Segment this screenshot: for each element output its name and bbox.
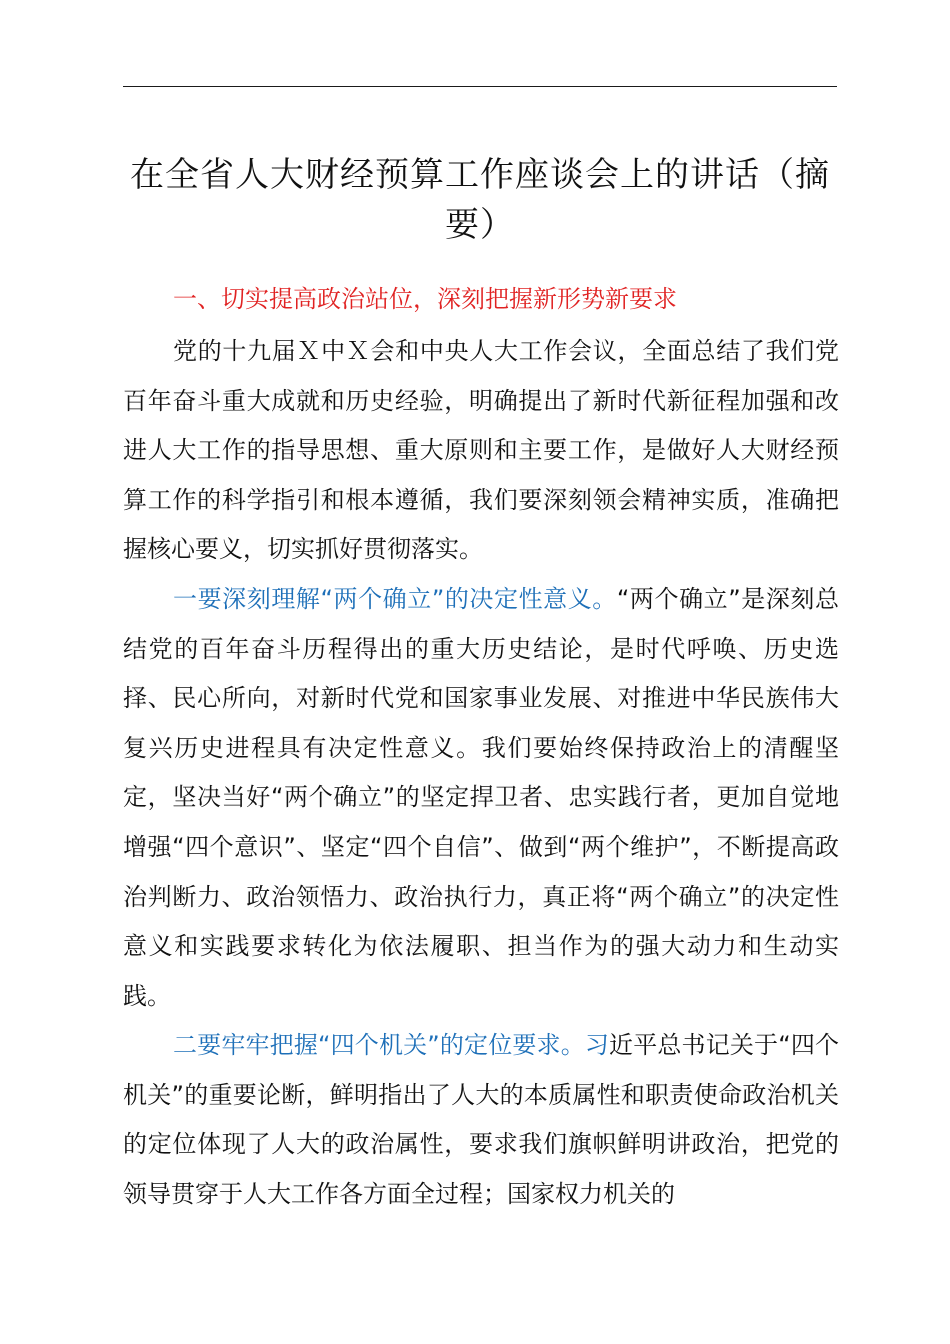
section-heading: 一、切实提高政治站位，深刻把握新形势新要求 — [173, 285, 677, 313]
paragraph-text: 近平总书记关于“四个机关”的重要论断，鲜明指出了人大的本质属性和职责使命政治机关的定位体现了人大的政治属性，要求我们旗帜鲜明讲政治，把党的领导贯穿于人大工作各方面全过程；国家权力机关的 — [123, 1031, 839, 1208]
document-title: 在全省人大财经预算工作座谈会上的讲话（摘要） — [130, 155, 830, 245]
body-paragraph — [123, 1021, 839, 1219]
body-paragraph — [123, 575, 839, 1021]
header-rule — [123, 86, 837, 87]
paragraph-text: “两个确立”是深刻总结党的百年奋斗历程得出的重大历史结论，是时代呼唤、历史选择、民心所向，对新时代党和国家事业发展、对推进中华民族伟大复兴历史进程具有决定性意义。我们要始终保持政治上的清醒坚定，坚决当好“两个确立”的坚定捍卫者、忠实践行者，更加自觉地增强“四个意识”、坚定“四个自信”、做到“两个维护”，不断提高政治判断力、政治领悟力、政治执行力，真正将“两个确立”的决定性意义和实践要求转化为依法履职、担当作为的强大动力和生动实践。 — [123, 585, 839, 1010]
paragraph-lead: 一要深刻理解“两个确立”的决定性意义。 — [173, 585, 617, 613]
paragraph-lead: 二要牢牢把握“四个机关”的定位要求。习 — [173, 1031, 610, 1059]
body-paragraph — [123, 327, 839, 575]
paragraph-text: 党的十九届Ｘ中Ｘ会和中央人大工作会议，全面总结了我们党百年奋斗重大成就和历史经验，明确提出了新时代新征程加强和改进人大工作的指导思想、重大原则和主要工作，是做好人大财经预算工作的科学指引和根本遵循，我们要深刻领会精神实质，准确把握核心要义，切实抓好贯彻落实。 — [123, 337, 839, 564]
